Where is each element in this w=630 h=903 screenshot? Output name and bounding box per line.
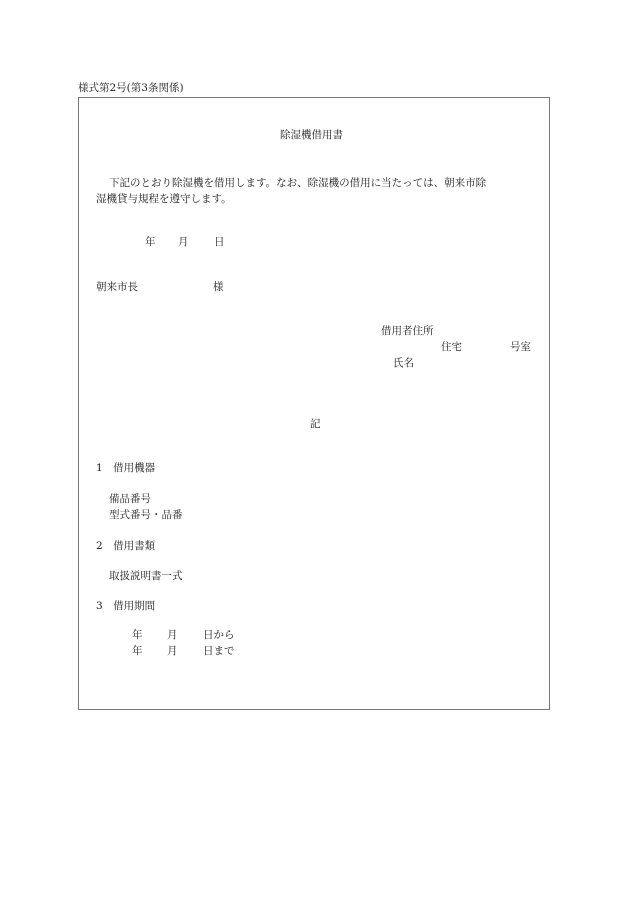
- form-label: 様式第2号(第3条関係): [78, 82, 184, 94]
- addressee-honorific: 様: [213, 281, 224, 293]
- period-end-month: 月: [167, 645, 178, 657]
- section-1-heading: 1 借用機器: [96, 462, 156, 474]
- date-day-label: 日: [214, 236, 225, 248]
- borrower-name-label: 氏名: [393, 357, 414, 369]
- borrower-residence-label: 住宅: [441, 341, 462, 353]
- period-end-day: 日まで: [203, 645, 235, 657]
- section-1-item-model-number: 型式番号・品番: [109, 509, 183, 521]
- date-year-label: 年: [145, 236, 156, 248]
- section-2-item-manual: 取扱説明書一式: [109, 570, 183, 582]
- section-1-item-equipment-number: 備品番号: [109, 493, 151, 505]
- period-start-day: 日から: [203, 629, 235, 641]
- intro-line-1: 下記のとおり除湿機を借用します。なお、除湿機の借用に当たっては、朝来市除: [109, 177, 487, 189]
- addressee-name: 朝来市長: [96, 281, 138, 293]
- section-2-heading: 2 借用書類: [96, 540, 156, 552]
- intro-line-2: 湿機貸与規程を遵守します。: [96, 193, 232, 205]
- period-start-month: 月: [167, 629, 178, 641]
- period-start-year: 年: [132, 629, 143, 641]
- borrower-room-label: 号室: [510, 341, 531, 353]
- document-title: 除湿機借用書: [280, 129, 343, 141]
- date-month-label: 月: [178, 236, 189, 248]
- borrower-address-label: 借用者住所: [381, 325, 434, 337]
- period-end-year: 年: [132, 645, 143, 657]
- ki-label: 記: [310, 418, 321, 430]
- section-3-heading: 3 借用期間: [96, 600, 156, 612]
